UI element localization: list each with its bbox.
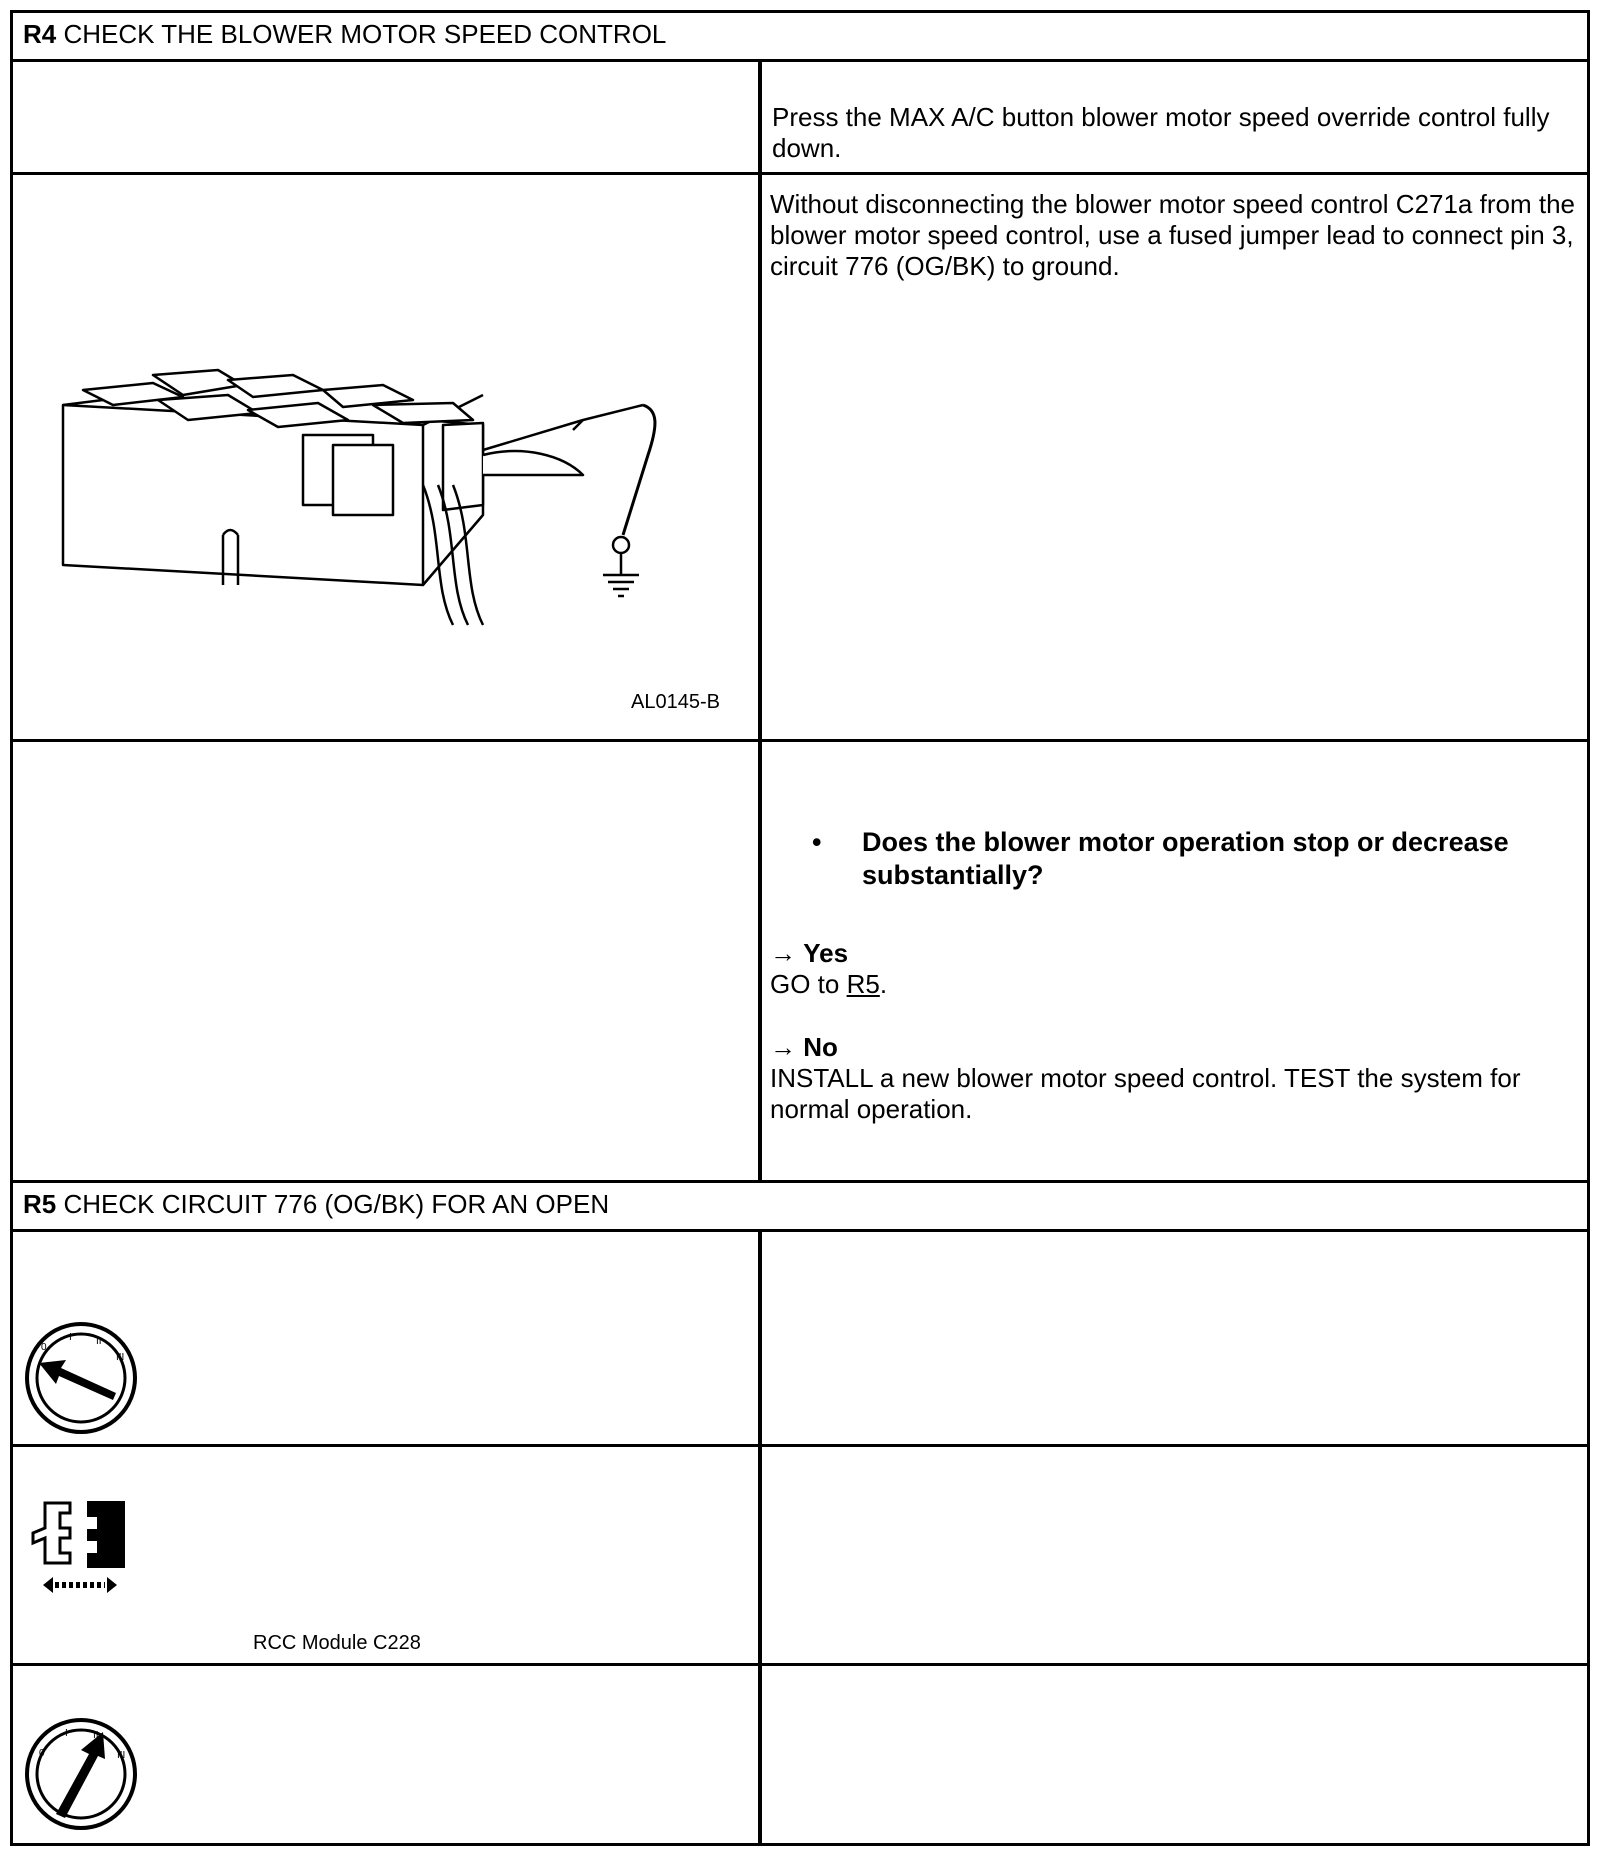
- r4-row3-left: [10, 739, 761, 1183]
- ignition-off-icon: [21, 1318, 141, 1438]
- r5-step-id: R5: [23, 1189, 57, 1219]
- disconnect-connector-icon: [25, 1493, 135, 1603]
- svg-text:III: III: [116, 1352, 125, 1363]
- r4-step2-text: Without disconnecting the blower motor speed control C271a from the blower motor speed control, use a fused jumper lead to connect pin 3, circuit 776 (OG/BK) to ground.: [770, 189, 1575, 281]
- r4-step-title: CHECK THE BLOWER MOTOR SPEED CONTROL: [63, 19, 667, 49]
- r4-no-block: [762, 1028, 1587, 1129]
- arrow-icon: →: [770, 1032, 796, 1062]
- r5-row3-left: [10, 1663, 761, 1846]
- r5-row3-right: [759, 1663, 1590, 1846]
- blower-speed-control-illustration: [43, 335, 743, 635]
- r5-row2-right: [759, 1444, 1590, 1666]
- svg-text:I: I: [69, 1332, 72, 1343]
- svg-text:II: II: [96, 1336, 102, 1347]
- r5-header: [10, 1180, 1590, 1232]
- r4-step1-text: Press the MAX A/C button blower motor speed override control fully down.: [772, 102, 1550, 163]
- r4-row1-right: [759, 59, 1590, 175]
- no-text: INSTALL a new blower motor speed control. TEST the system for normal operation.: [770, 1063, 1521, 1124]
- diagnostic-page: [10, 10, 1590, 1846]
- svg-text:II: II: [93, 1730, 99, 1741]
- r4-header: [10, 10, 1590, 62]
- svg-text:I: I: [65, 1728, 68, 1739]
- r4-figure-cell: [10, 172, 761, 742]
- r4-result-cell: [759, 739, 1590, 1183]
- yes-text-suffix: .: [879, 969, 888, 999]
- svg-text:0: 0: [41, 1342, 47, 1353]
- link-r5[interactable]: R5: [846, 969, 880, 999]
- r4-question: [812, 826, 1587, 892]
- arrow-icon: →: [770, 938, 796, 968]
- no-label: No: [803, 1032, 838, 1062]
- r5-row1-left: [10, 1229, 761, 1447]
- r4-question-text: Does the blower motor operation stop or decrease substantially?: [862, 827, 1509, 890]
- svg-text:III: III: [117, 1750, 126, 1761]
- r4-row2-right: [759, 172, 1590, 742]
- svg-text:0: 0: [39, 1748, 45, 1759]
- yes-text-prefix: GO to: [770, 969, 847, 999]
- bullet-glyph: •: [812, 827, 822, 857]
- r5-row1-right: [759, 1229, 1590, 1447]
- yes-label: Yes: [803, 938, 849, 968]
- ignition-run-icon: [21, 1714, 141, 1834]
- r4-yes-block: [762, 934, 1587, 1004]
- r4-row1-left: [10, 59, 761, 175]
- r5-connector-cell: [10, 1444, 761, 1666]
- r5-step-title: CHECK CIRCUIT 776 (OG/BK) FOR AN OPEN: [63, 1189, 610, 1219]
- r4-figure-caption: AL0145-B: [631, 691, 720, 713]
- r4-step-id: R4: [23, 19, 57, 49]
- r5-connector-caption: RCC Module C228: [253, 1632, 421, 1654]
